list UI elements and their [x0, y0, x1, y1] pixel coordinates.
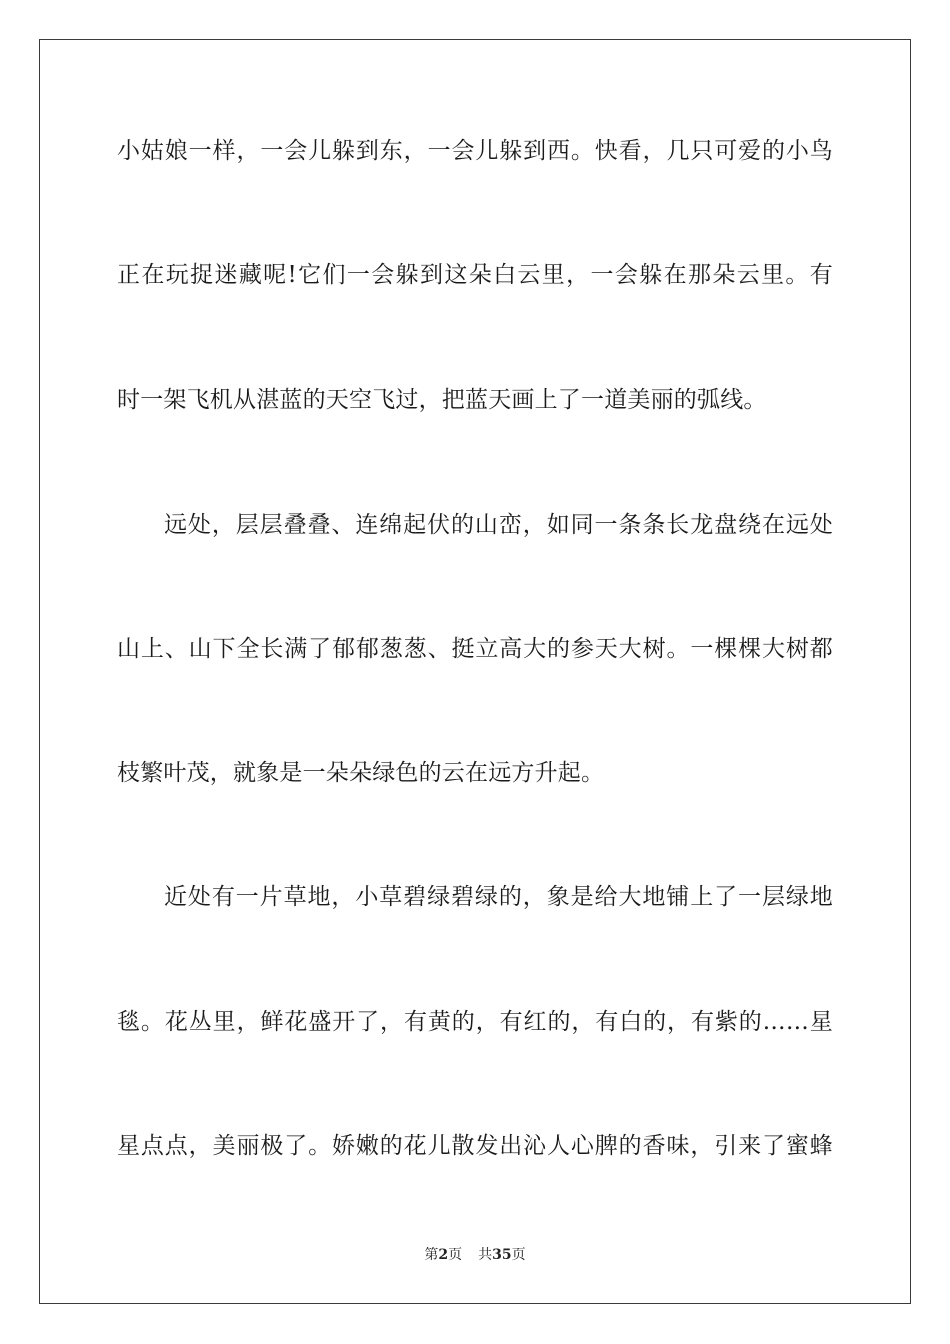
text-line: 时一架飞机从湛蓝的天空飞过，把蓝天画上了一道美丽的弧线。 [117, 387, 767, 413]
text-line: 山上、山下全长满了郁郁葱葱、挺立高大的参天大树。一棵棵大树都 [117, 636, 833, 662]
total-suffix: 页 [511, 1247, 526, 1263]
total-prefix: 共 [478, 1247, 493, 1263]
page-prefix: 第 [424, 1247, 439, 1263]
text-line: 枝繁叶茂，就象是一朵朵绿色的云在远方升起。 [117, 760, 605, 786]
text-line: 毯。花丛里，鲜花盛开了，有黄的，有红的，有白的，有紫的……星 [117, 1009, 833, 1035]
current-page-number: 2 [438, 1247, 449, 1263]
page-footer [0, 1246, 950, 1264]
text-line: 星点点，美丽极了。娇嫩的花儿散发出沁人心脾的香味，引来了蜜蜂 [117, 1133, 833, 1159]
text-line-indented: 远处，层层叠叠、连绵起伏的山峦，如同一条条长龙盘绕在远处 [164, 512, 833, 538]
total-page-count: 35 [492, 1247, 512, 1263]
page-suffix: 页 [448, 1247, 463, 1263]
text-line: 正在玩捉迷藏呢!它们一会躲到这朵白云里，一会躲在那朵云里。有 [117, 262, 833, 288]
page-border [39, 39, 911, 1304]
text-line-indented: 近处有一片草地，小草碧绿碧绿的，象是给大地铺上了一层绿地 [164, 884, 833, 910]
text-line: 小姑娘一样，一会儿躲到东，一会儿躲到西。快看，几只可爱的小鸟 [117, 138, 833, 164]
